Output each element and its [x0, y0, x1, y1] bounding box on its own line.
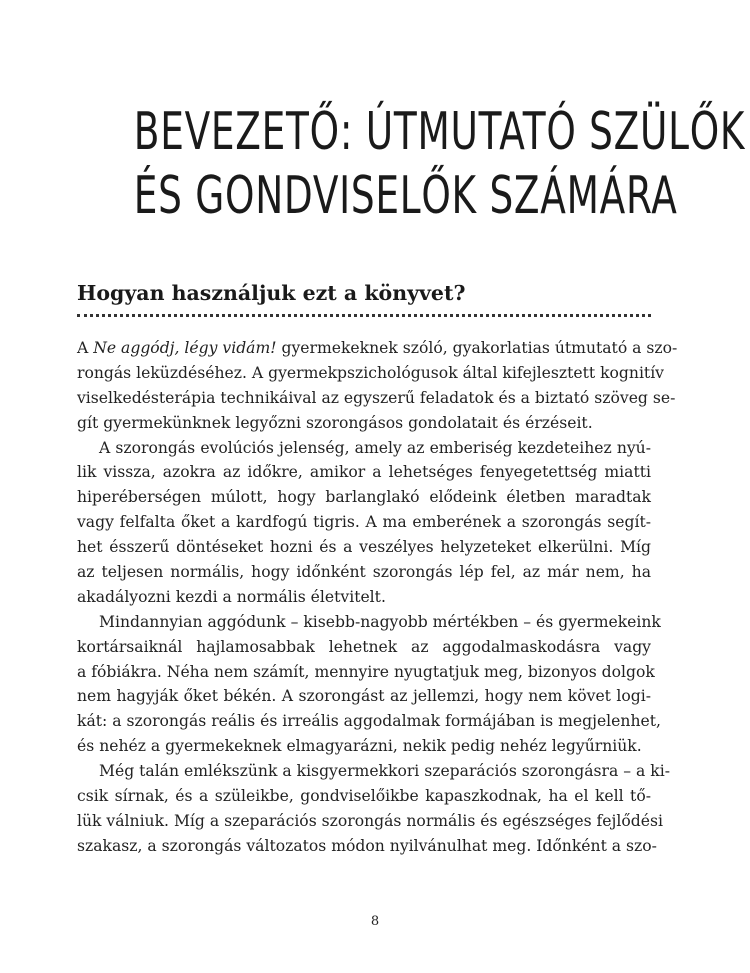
text-run: A: [77, 339, 94, 357]
text-line: kát: a szorongás reális és irreális aggodalmak formájában is megjelenhet,: [77, 712, 661, 731]
text-line: akadályozni kezdi a normális életvitelt.: [77, 587, 386, 606]
dotted-divider: [77, 314, 651, 317]
text-line: [77, 336, 678, 361]
text-line: rongás leküzdéséhez. A gyermekpszichológusok által kifejlesztett kognitív: [77, 363, 664, 382]
paragraph: [77, 436, 651, 610]
chapter-title: [133, 100, 746, 228]
text-line: szakasz, a szorongás változatos módon nyilvánulhat meg. Időnként a szo-: [77, 836, 657, 855]
text-line: az teljesen normális, hogy időnként szorongás lép fel, az már nem, ha: [77, 563, 651, 582]
body-text: [77, 336, 678, 859]
chapter-title-line-1: BEVEZETŐ: ÚTMUTATÓ SZÜLŐK: [133, 102, 746, 162]
text-line: nem hagyják őket békén. A szorongást az jellemzi, hogy nem követ logi-: [77, 687, 651, 706]
text-line: vagy felfalta őket a kardfogú tigris. A ma emberének a szorongás segít-: [77, 513, 651, 532]
text-line: a fóbiákra. Néha nem számít, mennyire nyugtatjuk meg, bizonyos dolgok: [77, 662, 655, 681]
text-line: hiperéberségen múlott, hogy barlanglakó elődeink életben maradtak: [77, 488, 651, 507]
text-line: lik vissza, azokra az időkre, amikor a lehetséges fenyegetettség miatti: [77, 463, 651, 482]
text-line: het ésszerű döntéseket hozni és a veszélyes helyzeteket elkerülni. Míg: [77, 538, 651, 557]
text-line: gít gyermekünknek legyőzni szorongásos gondolatait és érzéseit.: [77, 413, 593, 432]
paragraph: [77, 336, 678, 436]
text-line: és nehéz a gyermekeknek elmagyarázni, nekik pedig nehéz legyűrniük.: [77, 737, 642, 756]
section-heading: Hogyan használjuk ezt a könyvet?: [77, 281, 466, 305]
page-number: 8: [370, 914, 380, 929]
text-line: A szorongás evolúciós jelenség, amely az emberiség kezdeteihez nyú-: [99, 438, 651, 457]
paragraph: [77, 610, 661, 759]
book-title-italic: Ne aggódj, légy vidám!: [93, 339, 277, 357]
text-line: csik sírnak, és a szüleikbe, gondviselőikbe kapaszkodnak, ha el kell tő-: [77, 787, 651, 806]
text-line: lük válniuk. Míg a szeparációs szorongás normális és egészséges fejlődési: [77, 811, 663, 830]
text-line: Mindannyian aggódunk – kisebb-nagyobb mértékben – és gyermekeink: [99, 612, 661, 631]
text-line: viselkedésterápia technikáival az egyszerű feladatok és a biztató szöveg se-: [77, 388, 676, 407]
text-line: kortársaiknál hajlamosabbak lehetnek az aggodalmaskodásra vagy: [77, 637, 651, 656]
text-run: gyermekeknek szóló, gyakorlatias útmutató a szo-: [276, 339, 678, 357]
paragraph: [77, 759, 670, 859]
chapter-title-line-2: ÉS GONDVISELŐK SZÁMÁRA: [133, 166, 678, 226]
text-line: Még talán emlékszünk a kisgyermekkori szeparációs szorongásra – a ki-: [99, 762, 670, 781]
